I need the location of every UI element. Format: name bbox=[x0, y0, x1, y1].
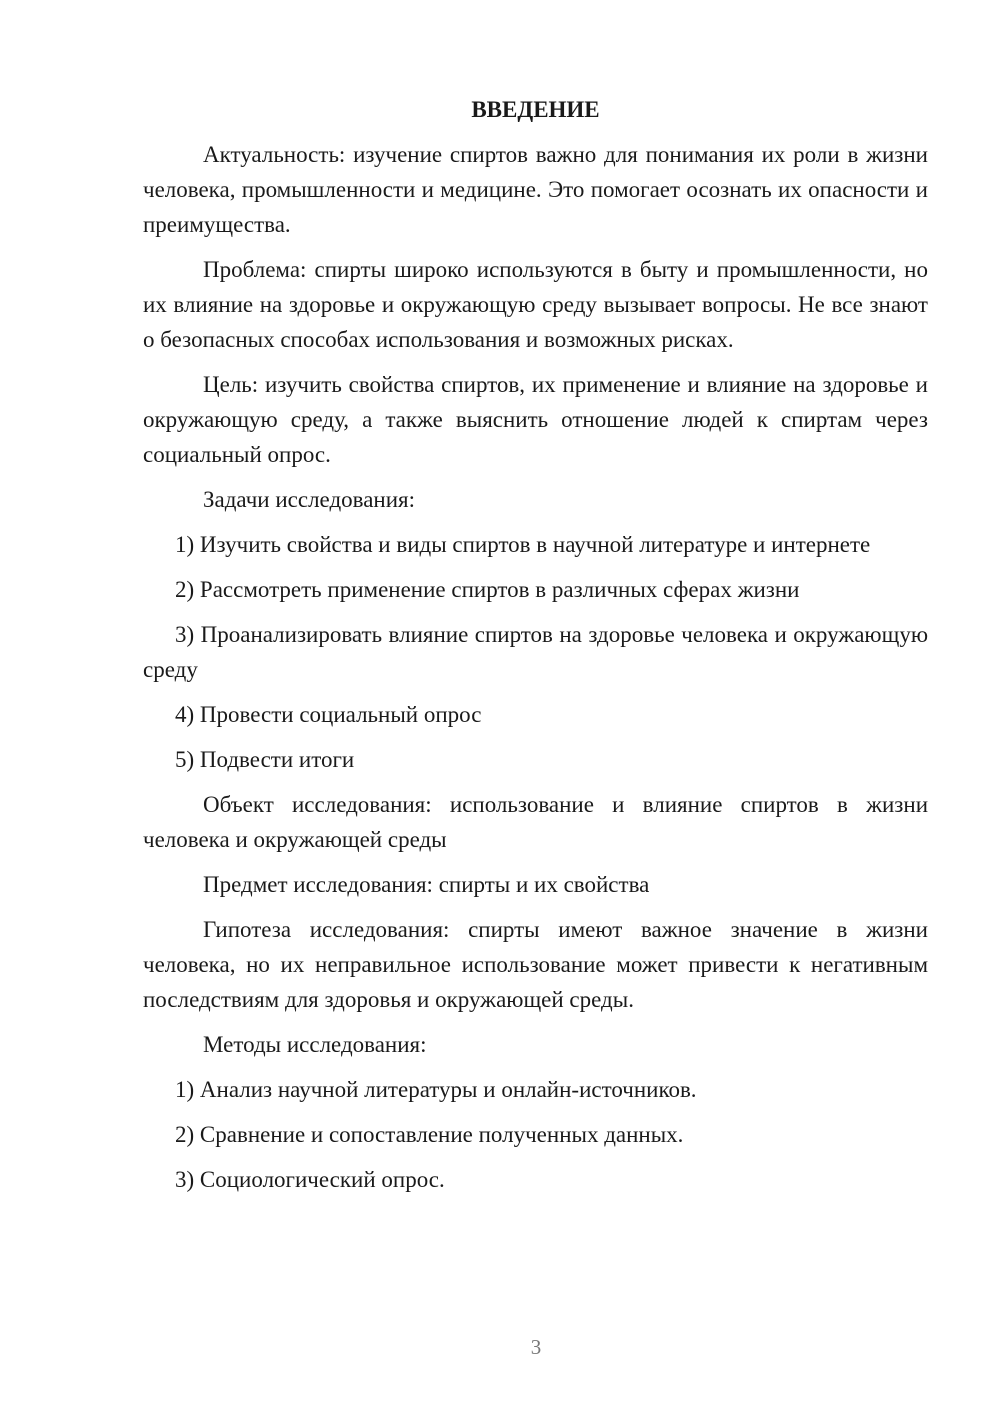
methods-title: Методы исследования: bbox=[203, 1032, 427, 1057]
method-item: 3) Социологический опрос. bbox=[175, 1167, 445, 1192]
task-item: 3) Проанализировать влияние спиртов на здоровье человека и окружающую среду bbox=[143, 622, 928, 682]
section-heading: ВВЕДЕНИЕ bbox=[471, 97, 600, 122]
relevance-paragraph: Актуальность: изучение спиртов важно для понимания их роли в жизни человека, промышленности и медицине. Это помогает осознать их опасности и преимущества. bbox=[143, 142, 928, 237]
task-item: 5) Подвести итоги bbox=[175, 747, 355, 772]
page-number: 3 bbox=[530, 1335, 542, 1359]
method-item: 2) Сравнение и сопоставление полученных данных. bbox=[175, 1122, 684, 1147]
method-item: 1) Анализ научной литературы и онлайн-источников. bbox=[175, 1077, 697, 1102]
object-paragraph: Объект исследования: использование и влияние спиртов в жизни человека и окружающей среды bbox=[143, 792, 928, 852]
task-item: 1) Изучить свойства и виды спиртов в научной литературе и интернете bbox=[175, 532, 871, 557]
hypothesis-paragraph: Гипотеза исследования: спирты имеют важное значение в жизни человека, но их неправильное использование может привести к негативным последствиям для здоровья и окружающей среды. bbox=[143, 917, 928, 1012]
tasks-title: Задачи исследования: bbox=[203, 487, 416, 512]
task-item: 4) Провести социальный опрос bbox=[175, 702, 482, 727]
task-item: 2) Рассмотреть применение спиртов в различных сферах жизни bbox=[175, 577, 800, 602]
page-content bbox=[143, 92, 928, 1207]
problem-paragraph: Проблема: спирты широко используются в быту и промышленности, но их влияние на здоровье и окружающую среду вызывает вопросы. Не все знают о безопасных способах использования и возможных рисках. bbox=[143, 257, 928, 352]
goal-paragraph: Цель: изучить свойства спиртов, их применение и влияние на здоровье и окружающую среду, а также выяснить отношение людей к спиртам через социальный опрос. bbox=[143, 372, 928, 467]
subject-paragraph: Предмет исследования: спирты и их свойства bbox=[203, 872, 650, 897]
